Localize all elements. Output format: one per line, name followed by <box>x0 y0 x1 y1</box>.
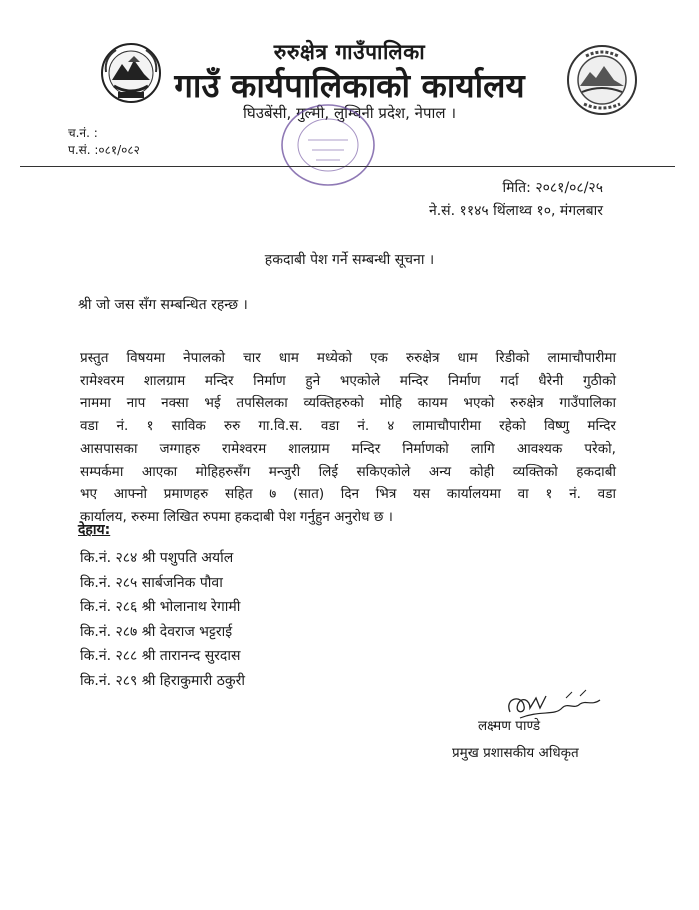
body-line: भए आफ्नो प्रमाणहरु सहित ७ (सात) दिन भित्र यस कार्यालयमा वा १ नं. वडा <box>80 486 616 503</box>
notice-body <box>80 347 616 529</box>
list-item: कि.नं. २८४ श्री पशुपति अर्याल <box>80 550 234 566</box>
body-line: नाममा नाप नक्सा भई तपसिलका व्यक्तिहरुको मोहि कायम भएको रुरुक्षेत्र गाउँपालिका <box>80 395 616 412</box>
list-item: कि.नं. २८८ श्री तारानन्द सुरदास <box>80 648 241 665</box>
header-divider <box>20 166 675 167</box>
dehay-heading: देहाय: <box>78 522 111 538</box>
municipality-name: रुरुक्षेत्र गाउँपालिका <box>273 40 426 64</box>
office-address: घिउबेंसी, गुल्मी, लुम्बिनी प्रदेश, नेपाल । <box>242 104 457 122</box>
list-item: कि.नं. २८९ श्री हिराकुमारी ठकुरी <box>80 672 245 689</box>
list-item: कि.नं. २८५ सार्बजनिक पौवा <box>80 574 223 591</box>
body-line: सम्पर्कमा आएका मोहिहरुसँग मन्जुरी लिई सकिएकोले अन्य कोही व्यक्तिको हकदाबी <box>80 463 616 480</box>
body-line: रामेश्वरम शालग्राम मन्दिर निर्माण हुने भएकोले मन्दिर निर्माण गर्दा धैरेनी गुठीको <box>80 372 616 389</box>
office-stamp-icon <box>278 100 378 190</box>
date-bs: मिति: २०८१/०८/२५ <box>502 180 603 196</box>
list-item: कि.नं. २८७ श्री देवराज भट्टराई <box>80 623 233 640</box>
notice-subject: हकदाबी पेश गर्ने सम्बन्धी सूचना । <box>264 252 435 268</box>
office-title: गाउँ कार्यपालिकाको कार्यालय <box>174 66 525 105</box>
body-line: आसपासका जग्गाहरु रामेश्वरम शालग्राम मन्दिर निर्माणको लागि आवश्यक परेको, <box>80 440 616 457</box>
plot-list <box>80 546 245 694</box>
body-line: वडा नं. १ साविक रुरु गा.वि.स. वडा नं. ४ लामाचौपारीमा रहेको विष्णु मन्दिर <box>80 418 616 435</box>
fiscal-year: प.सं. :०८१/०८२ <box>68 143 140 157</box>
signer-designation: प्रमुख प्रशासकीय अधिकृत <box>452 745 579 761</box>
body-line: कार्यालय, रुरुमा लिखित रुपमा हकदाबी पेश गर्नुहुन अनुरोध छ । <box>80 508 393 525</box>
chalani-number: च.नं. : <box>68 126 98 140</box>
body-line: प्रस्तुत विषयमा नेपालको चार धाम मध्येको एक रुरुक्षेत्र धाम रिडीको लामाचौपारीमा <box>80 350 616 366</box>
date-nepal-sambat: ने.सं. ११४५ थिंलाथ्व १०, मंगलबार <box>428 203 603 219</box>
list-item: कि.नं. २८६ श्री भोलानाथ रेगामी <box>80 599 241 616</box>
salutation: श्री जो जस सँग सम्बन्धित रहन्छ । <box>78 297 248 313</box>
signer-name: लक्ष्मण पाण्डे <box>478 718 541 734</box>
